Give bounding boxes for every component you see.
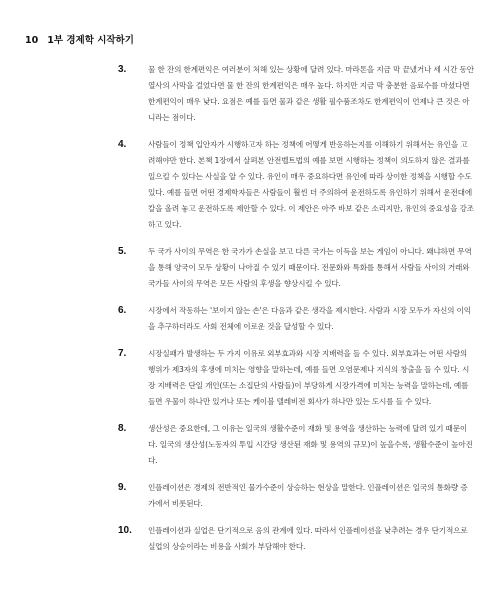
list-item	[118, 137, 474, 233]
item-number: 3.	[118, 64, 127, 75]
item-number: 4.	[118, 139, 127, 150]
item-text: 사람들이 정책 입안자가 시행하고자 하는 정책에 어떻게 반응하는지를 이해하기 위해서는 유인을 고려해야만 한다. 본책 1장에서 살펴본 안전벨트법의 예를 보면 시행하는 정책이 의도하지 않은 결과를 일으킬 수 있다는 사실을 알 수 있다. 유인이 매우 중요하다면 유인에 따라 상이한 정책을 시행할 수도 있다. 예를 들면 어떤 경제학자들은 사람들이 훨씬 더 주의하여 운전하도록 유인하기 위해서 운전대에 칼을 올려 놓고 운전하도록 제안할 수 있다. 이 제안은 아주 바보 같은 소리지만, 유인의 중요성을 강조하고 있다.	[148, 140, 474, 229]
item-text: 인플레이션과 실업은 단기적으로 음의 관계에 있다. 따라서 인플레이션을 낮추려는 경우 단기적으로 실업의 상승이라는 비용을 사회가 부담해야 한다.	[148, 526, 468, 551]
item-text: 인플레이션은 경제의 전반적인 물가수준이 상승하는 현상을 말한다. 인플레이션은 일국의 통화량 증가에서 비롯된다.	[148, 483, 468, 508]
page-header	[25, 34, 134, 48]
list-item	[118, 62, 474, 126]
item-number: 5.	[118, 246, 127, 257]
item-text: 물 한 잔의 한계편익은 여러분이 처해 있는 상황에 달려 있다. 마라톤을 지금 막 끝냈거나 세 시간 동안 열사의 사막을 걸었다면 물 한 잔의 한계편익은 매우 높다. 하지만 지금 막 충분한 음료수를 마셨다면 한계편익이 매우 낮다. 요점은 예를 들면 물과 같은 생활 필수품조차도 한계편익이 언제나 큰 것은 아니라는 점이다.	[148, 65, 474, 122]
item-number: 7.	[118, 348, 127, 359]
item-number: 8.	[118, 423, 127, 434]
list-item	[118, 523, 474, 555]
list-item	[118, 346, 474, 410]
item-text: 시장에서 작동하는 '보이지 않는 손'은 다음과 같은 생각을 제시한다. 사람과 시장 모두가 자신의 이익을 추구하더라도 사회 전체에 이로운 것을 달성할 수 있다.	[148, 306, 471, 331]
item-text: 생산성은 중요한데, 그 이유는 일국의 생활수준이 재화 및 용역을 생산하는 능력에 달려 있기 때문이다. 일국의 생산성(노동자의 투입 시간당 생산된 재화 및 용역의 규모)이 높을수록, 생활수준이 높아진다.	[148, 424, 473, 465]
list-item	[118, 244, 474, 292]
section-title: 1부 경제학 시작하기	[47, 35, 134, 46]
item-number: 10.	[118, 525, 132, 536]
item-number: 9.	[118, 482, 127, 493]
item-number: 6.	[118, 305, 127, 316]
item-text: 시장실패가 발생하는 두 가지 이유로 외부효과와 시장 지배력을 들 수 있다. 외부효과는 어떤 사람의 행위가 제3자의 후생에 미치는 영향을 말하는데, 예를 들면 오염문제나 지식의 창출을 들 수 있다. 시장 지배력은 단일 개인(또는 소집단의 사람들)이 부당하게 시장가격에 미치는 능력을 말하는데, 예를 들면 우물이 하나만 있거나 또는 케이블 텔레비전 회사가 하나만 있는 도시를 들 수 있다.	[148, 349, 470, 406]
list-item	[118, 303, 474, 335]
list-item	[118, 480, 474, 512]
item-text: 두 국가 사이의 무역은 한 국가가 손실을 보고 다른 국가는 이득을 보는 게임이 아니다. 왜냐하면 무역을 통해 양국이 모두 상황이 나아질 수 있기 때문이다. 전문화와 특화를 통해서 사람들 사이의 거래와 국가들 사이의 무역은 모든 사람의 후생을 향상시킬 수 있다.	[148, 247, 472, 288]
list-item	[118, 421, 474, 469]
page-number: 10	[25, 35, 39, 46]
answer-list	[118, 62, 474, 555]
